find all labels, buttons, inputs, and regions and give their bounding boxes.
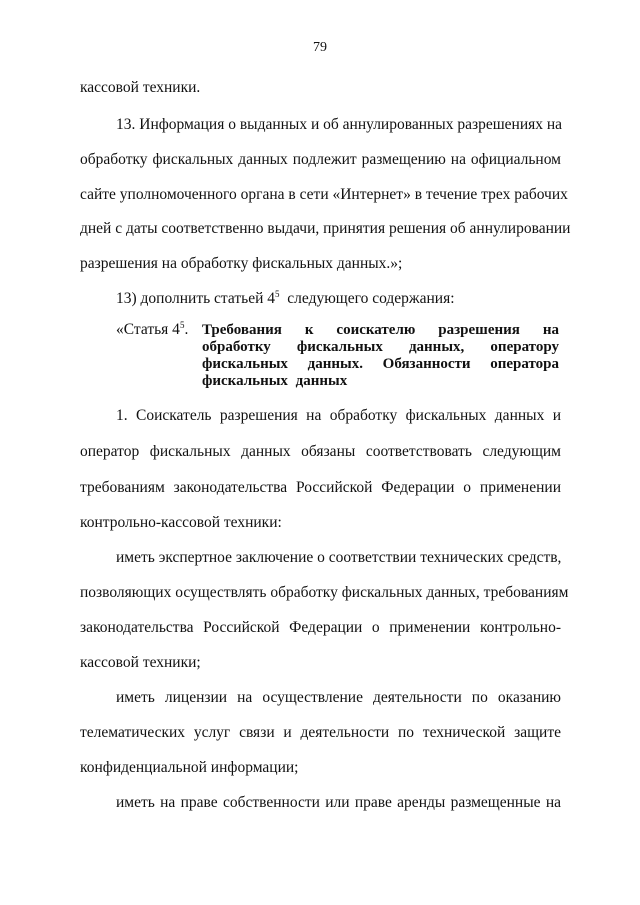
article-label-superscript: 5 bbox=[179, 320, 185, 330]
amendment-text-before: 13) дополнить статьей 4 bbox=[116, 290, 276, 307]
text-line: кассовой техники; bbox=[80, 654, 201, 671]
article-title-line: обработку фискальных данных, оператору bbox=[202, 339, 559, 355]
article-title-line: Требования к соискателю разрешения на bbox=[202, 322, 559, 338]
text-line: законодательства Российской Федерации о применении контрольно- bbox=[80, 619, 561, 636]
amendment-text-after: следующего содержания: bbox=[279, 290, 455, 307]
text-line: иметь на праве собственности или праве аренды размещенные на bbox=[116, 794, 561, 811]
amendment-line bbox=[116, 289, 561, 309]
text-line: конфиденциальной информации; bbox=[80, 759, 299, 776]
text-line: требованиям законодательства Российской Федерации о применении bbox=[80, 479, 561, 496]
article-title-line: фискальных данных bbox=[202, 373, 348, 389]
article-label bbox=[116, 320, 188, 340]
amendment-superscript: 5 bbox=[275, 289, 280, 299]
text-line: телематических услуг связи и деятельности по технической защите bbox=[80, 724, 561, 741]
page-number: 79 bbox=[313, 40, 327, 55]
text-line: кассовой техники. bbox=[80, 79, 201, 96]
article-label-text: «Статья 4 bbox=[116, 321, 180, 338]
text-line: оператор фискальных данных обязаны соответствовать следующим bbox=[80, 443, 561, 460]
text-line: иметь экспертное заключение о соответствии технических средств, bbox=[116, 549, 562, 566]
text-line: иметь лицензии на осуществление деятельности по оказанию bbox=[116, 689, 561, 706]
text-line: разрешения на обработку фискальных данных.»; bbox=[80, 255, 403, 272]
text-line: позволяющих осуществлять обработку фискальных данных, требованиям bbox=[80, 584, 569, 601]
article-title-line: фискальных данных. Обязанности оператора bbox=[202, 356, 559, 372]
text-line: сайте уполномоченного органа в сети «Интернет» в течение трех рабочих bbox=[80, 186, 568, 203]
text-line: 13. Информация о выданных и об аннулированных разрешениях на bbox=[116, 116, 563, 133]
text-line: обработку фискальных данных подлежит размещению на официальном bbox=[80, 151, 561, 168]
text-line: 1. Соискатель разрешения на обработку фискальных данных и bbox=[116, 407, 561, 424]
text-line: дней с даты соответственно выдачи, принятия решения об аннулировании bbox=[80, 220, 571, 237]
article-label-period: . bbox=[184, 321, 189, 338]
text-line: контрольно-кассовой техники: bbox=[80, 514, 282, 531]
